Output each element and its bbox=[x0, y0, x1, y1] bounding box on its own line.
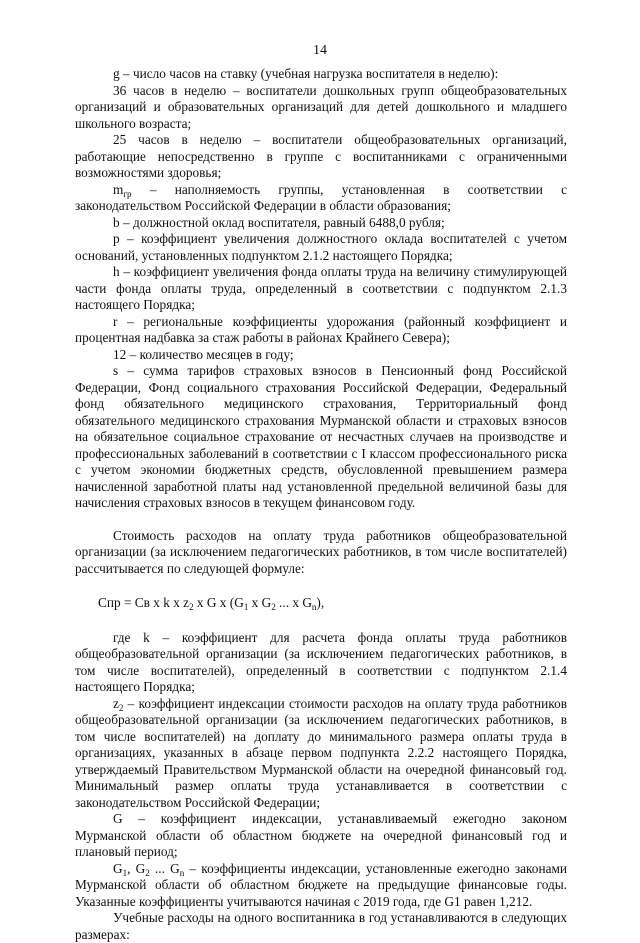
def-g bbox=[75, 66, 567, 83]
def-r bbox=[75, 314, 567, 347]
definition-text: – наполняемость группы, установленная в соответствии с законодательством Российской Федерации в области образования; bbox=[75, 181, 567, 213]
definition-text: – должностной оклад воспитателя, равный 6488,0 рубля; bbox=[119, 214, 445, 230]
def-s bbox=[75, 363, 567, 512]
definition-text: – число часов на ставку (учебная нагрузка воспитателя в неделю): bbox=[119, 66, 499, 81]
def-k: где k – коэффициент для расчета фонда оплаты труда работников общеобразовательной организации (за исключением педагогических работников, в том числе воспитателей), определенный в соответствии с подпунктом 2.1.4 настоящего Порядка; bbox=[75, 629, 567, 694]
definition-text: – коэффициент увеличения фонда оплаты труда на величину стимулирующей части фонда оплаты труда, определенный в соответствии с подпунктом 2.1.3 настоящего Порядка; bbox=[75, 264, 567, 312]
definition-text: – коэффициент для расчета фонда оплаты труда работников общеобразовательной организации (за исключением педагогических работников, в том числе воспитателей), определенный в соответствии с подпунктом 2.1.4 настоящего Порядка; bbox=[75, 629, 567, 694]
symbol: h bbox=[113, 264, 120, 279]
definition-text: – коэффициент индексации, устанавливаемый ежегодно законом Мурманской области об областном бюджете на очередной финансовый год и плановый период; bbox=[75, 811, 567, 859]
final-paragraph: Учебные расходы на одного воспитанника в год устанавливаются в следующих размерах: bbox=[75, 910, 567, 942]
definition-text: – коэффициент увеличения должностного оклада воспитателей с учетом оснований, установленных подпунктом 2.1.2 настоящего Порядка; bbox=[75, 231, 567, 263]
symbol: g bbox=[113, 66, 120, 81]
def-G1-Gn: $G_1$, $G_2$ ... $G_n$ – коэффициенты индексации, установленные ежегодно законами Мурманской области об областном бюджете на предыдущие финансовые годы. Указанные коэффициенты учитываются начиная с 2019 года, где G1 равен 1,212. bbox=[75, 860, 567, 909]
formula-intro: Стоимость расходов на оплату труда работников общеобразовательной организации (за исключением педагогических работников, в том числе воспитателей) рассчитывается по следующей формуле: bbox=[75, 527, 567, 576]
def-h bbox=[75, 264, 567, 314]
symbol: s bbox=[113, 363, 119, 378]
definition-text: – региональные коэффициенты удорожания (районный коэффициент и процентная надбавка за стаж работы в районах Крайнего Севера); bbox=[75, 313, 567, 345]
def-p bbox=[75, 231, 567, 264]
definition-text: – коэффициенты индексации, установленные ежегодно законами Мурманской области об областном бюджете на предыдущие финансовые годы. Указанные коэффициенты учитываются начиная с 2019 года, где G1 равен 1,212. bbox=[75, 860, 567, 909]
symbol-subscript: гр bbox=[123, 188, 132, 199]
def-25-hours: 25 часов в неделю – воспитатели общеобразовательных организаций, работающие непосредственно в группе с воспитанниками с ограниченными возможностями здоровья; bbox=[75, 132, 567, 180]
symbol-subscript: 2 bbox=[118, 702, 124, 713]
symbol: r bbox=[113, 313, 118, 329]
definition-text: – сумма тарифов страховых взносов в Пенсионный фонд Российской Федерации, Фонд социального страхования Российской Федерации, Федеральный фонд обязательного медицинского страхования, Территориальный фонд обязательного медицинского страхования Мурманской области и страховых взносов на обязательное социальное страхование от несчастных случаев на производстве и профессиональных заболеваний в соответствии с I классом профессионального риска с учетом экономии бюджетных средств, обусловленной превышением размера начисленной заработной платы над установленной предельной величиной базы для начисления страховых взносов в текущем финансовом году. bbox=[75, 363, 567, 510]
def-12: 12 – количество месяцев в году; bbox=[113, 346, 294, 362]
symbol: p bbox=[113, 231, 120, 246]
document-body bbox=[75, 66, 567, 943]
def-m-gr bbox=[75, 182, 567, 215]
page-number: 14 bbox=[313, 43, 327, 58]
symbol: b bbox=[113, 214, 120, 230]
def-z2 bbox=[75, 696, 567, 812]
definition-text: – коэффициент индексации стоимости расходов на оплату труда работников общеобразовательной организации (за исключением педагогических работников, в том числе воспитателей) на доплату до минимального размера оплаты труда в организациях, указанных в абзаце первом подпункта 2.2.2 настоящего Порядка, утверждаемый Правительством Мурманской области на очередной финансовый год. Минимальный размер оплаты труда устанавливается в соответствии с законодательством Российской Федерации; bbox=[75, 695, 567, 810]
def-b bbox=[75, 215, 567, 232]
symbol: G bbox=[113, 811, 123, 826]
def-36-hours: 36 часов в неделю – воспитатели дошкольных групп общеобразовательных организаций и образовательных организаций для детей дошкольного и младшего школьного возраста; bbox=[75, 82, 567, 131]
def-G bbox=[75, 811, 567, 861]
symbol: m bbox=[113, 181, 124, 197]
formula: Cпр = Cв x k x $z_2$ x G x ($G_1$ x $G_2$ ... x $G_n$), bbox=[98, 595, 325, 612]
symbol: k bbox=[143, 629, 150, 645]
symbol: z bbox=[113, 695, 119, 711]
